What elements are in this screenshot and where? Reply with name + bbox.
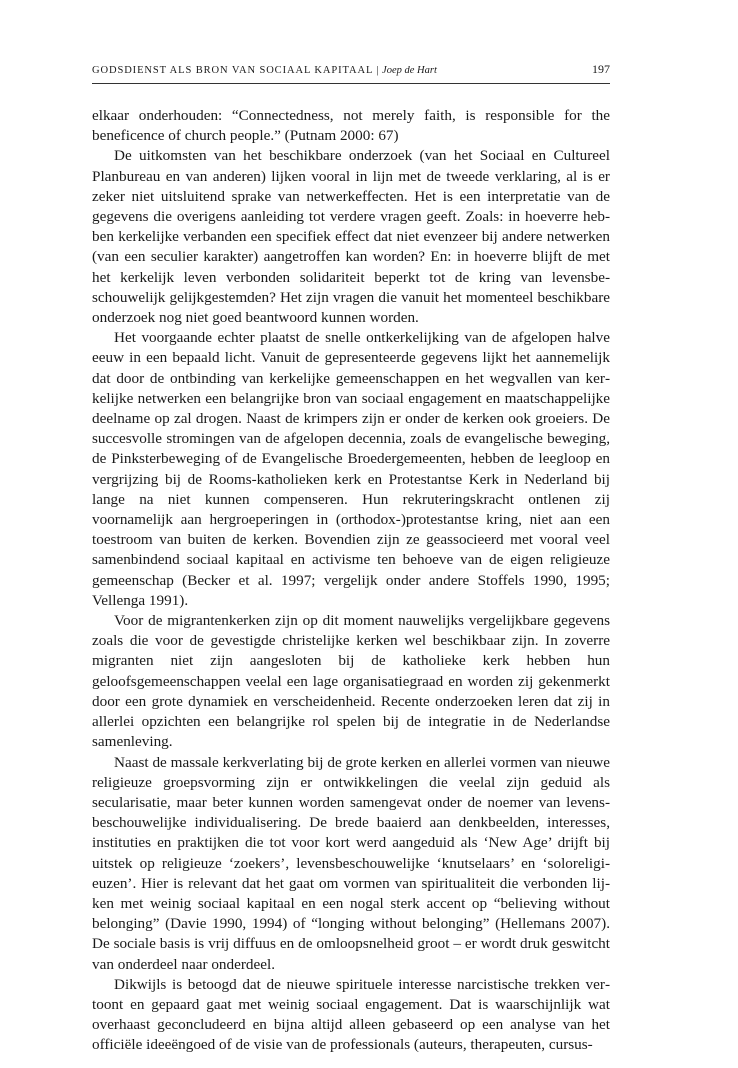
paragraph: Naast de massale kerkverlating bij de grote kerken en allerlei vormen van nieuwe religieuze groepsvorming zijn er ontwikkelingen die veelal zijn geduid als secularisatie, maar beter kunnen worden samengevat onder de noemer van levensbeschouwelijke individualisering. De brede baaierd aan denkbeelden, interesses, instituties en praktijken die tot voor kort werd aangeduid als ‘New Age’ drijft bij uitstek op religieuze ‘zoekers’, levensbeschouwelijke ‘knutselaars’ en ‘soloreligieuzen’. Hier is relevant dat het gaat om vormen van spiritualiteit die verbonden lijken met weinig sociaal kapitaal en een nogal sterk accent op “believing without belonging” (Davie 1990, 1994) of “longing without belonging” (Hellemans 2007). De sociale basis is vrij diffuus en de omloopsnelheid groot – er wordt druk geswitcht van onderdeel naar onderdeel.: [92, 753, 610, 973]
paragraph: De uitkomsten van het beschikbare onderzoek (van het Sociaal en Cultureel Planbureau en van anderen) lijken vooral in lijn met de tweede verklaring, al is er zeker niet uitsluitend sprake van netwerkeffecten. Het is een interpretatie van de gegevens die overigens aanleiding tot verdere vragen geeft. Zoals: in hoeverre hebben kerkelijke verbanden een specifiek effect dat niet evenzeer bij andere netwerken (van een seculier karakter) aangetroffen kan worden? En: in hoeverre blijft de met het kerkelijk leven verbonden solidariteit beperkt tot de kring van levensbeschouwelijk gelijkgestemden? Het zijn vragen die vanuit het momenteel beschikbare onderzoek nog niet goed beantwoord kunnen worden.: [92, 147, 610, 327]
paragraph: Dikwijls is betoogd dat de nieuwe spirituele interesse narcistische trekken vertoont en gepaard gaat met weinig sociaal engagement. Dat is waarschijnlijk wat overhaast geconcludeerd en bijna altijd alleen gebaseerd op een analyse van het officiële ideeëngoed of de visie van de professionals (auteurs, therapeuten, cursus-: [92, 975, 610, 1054]
running-title: GODSDIENST ALS BRON VAN SOCIAAL KAPITAAL: [92, 65, 373, 76]
page-number: 197: [592, 62, 610, 76]
body-text: [92, 106, 610, 1056]
header-separator: |: [376, 65, 379, 76]
paragraph: Het voorgaande echter plaatst de snelle ontkerkelijking van de afgelopen halve eeuw in een bepaald licht. Vanuit de gepresenteerde gegevens lijkt het aannemelijk dat door de ontbinding van kerkelijke gemeenschappen en het wegvallen van kerkelijke netwerken een belangrijke bron van sociaal engagement en maatschappelijke deelname op zal drogen. Naast de krimpers zijn er onder de kerken ook groeiers. De succesvolle stromingen van de afgelopen decennia, zoals de evangelische beweging, de Pinksterbeweging of de Evangelische Broedergemeenten, hebben de leegloop en vergrijzing bij de Rooms-katholieken kerk en Protestantse Kerk in Nederland bij lange na niet kunnen compenseren. Hun rekruteringskracht ontlenen zij voornamelijk aan hergroeperingen in (orthodox-)protestantse kring, niet aan een toestroom van buiten de kerken. Bovendien zijn ze geassocieerd met vooral veel samenbindend sociaal kapitaal en activisme ten behoeve van de eigen religieuze gemeenschap (Becker et al. 1997; vergelijk onder andere Stoffels 1990, 1995; Vellenga 1991).: [92, 329, 610, 609]
header-rule: [92, 83, 610, 84]
paragraph: elkaar onderhouden: “Connectedness, not merely faith, is responsible for the beneficence of church people.” (Putnam 2000: 67): [92, 107, 610, 145]
header-author: Joep de Hart: [382, 65, 437, 76]
running-header: [92, 62, 610, 80]
paragraph: Voor de migrantenkerken zijn op dit moment nauwelijks vergelijkbare gegevens zoals die voor de gevestigde christelijke kerken wel beschikbaar zijn. In zoverre migranten niet zijn aangesloten bij de katholieke kerk hebben hun geloofsgemeenschappen veelal een lage organisatiegraad en worden zij gekenmerkt door een grote dynamiek en verscheidenheid. Recente onderzoeken leren dat zij in allerlei opzichten een belangrijke rol spelen bij de integratie in de Nederlandse samenleving.: [92, 612, 610, 751]
running-title-line: [92, 65, 437, 76]
